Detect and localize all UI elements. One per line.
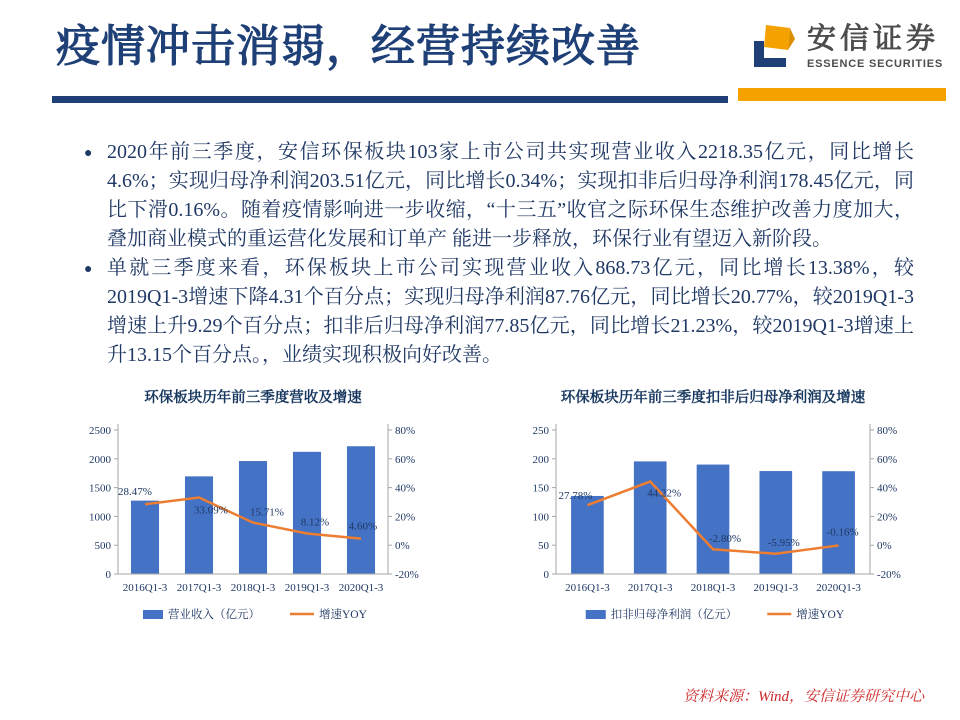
y-axis-tick-left: 150	[532, 482, 549, 495]
y-axis-tick-right: 20%	[877, 511, 898, 524]
point-label: -5.95%	[767, 536, 800, 549]
y-axis-tick-left: 500	[94, 540, 111, 553]
y-axis-tick-left: 100	[532, 511, 549, 524]
logo-name-en: ESSENCE SECURITIES	[806, 57, 943, 70]
y-axis-tick-left: 200	[532, 453, 549, 466]
point-label: 15.71%	[250, 506, 284, 519]
point-label: 8.12%	[300, 516, 330, 529]
y-axis-tick-right: 0%	[395, 540, 410, 553]
bar	[131, 501, 159, 574]
slide-body	[0, 138, 960, 643]
bar	[822, 471, 855, 574]
x-axis-label: 2020Q1-3	[816, 582, 861, 594]
legend-swatch-bar	[586, 610, 606, 619]
title-underline	[52, 96, 728, 103]
y-axis-tick-left: 2000	[89, 453, 111, 466]
revenue-chart	[72, 384, 452, 643]
point-label: 44.22%	[647, 487, 682, 500]
chart-section	[72, 384, 934, 643]
y-axis-tick-left: 0	[105, 569, 111, 581]
y-axis-tick-right: 60%	[395, 453, 416, 466]
legend-swatch-bar	[143, 610, 163, 619]
bar	[697, 465, 730, 574]
legend-label: 营业收入（亿元）	[168, 609, 260, 621]
y-axis-tick-left: 50	[538, 540, 549, 553]
x-axis-label: 2016Q1-3	[122, 582, 168, 594]
chart-canvas	[510, 384, 934, 638]
y-axis-tick-left: 1000	[89, 511, 111, 524]
logo-name-cn: 安信证券	[806, 22, 939, 55]
y-axis-tick-left: 250	[532, 425, 549, 437]
y-axis-tick-right: 0%	[877, 540, 892, 553]
essence-logo	[748, 22, 943, 72]
x-axis-label: 2018Q1-3	[690, 582, 736, 594]
legend-label: 增速YOY	[796, 609, 845, 621]
y-axis-tick-right: 20%	[395, 511, 416, 524]
legend-label: 扣非归母净利润（亿元）	[610, 609, 738, 621]
y-axis-tick-left: 1500	[89, 482, 111, 495]
point-label: -0.16%	[826, 526, 859, 539]
x-axis-label: 2017Q1-3	[176, 582, 222, 594]
y-axis-tick-right: 80%	[395, 425, 416, 437]
bar	[634, 461, 667, 574]
bar	[293, 452, 321, 574]
slide-header	[0, 0, 960, 104]
y-axis-tick-left: 2500	[89, 425, 111, 437]
bullet-item-1: ● 2020年前三季度，安信环保板块103家上市公司共实现营业收入2218.35亿元，同比增长4.6%；实现归母净利润203.51亿元，同比增长0.34%；实现扣非后归母净利润178.45亿元，同比下滑0.16%。随着疫情影响进一步收缩，“十三五”收官之际环保生态维护改善力度加大，叠加商业模式的重运营化发展和订单产 能进一步释放，环保行业有望迈入新阶段。	[84, 138, 914, 254]
point-label: 4.60%	[348, 520, 378, 533]
y-axis-tick-right: 40%	[395, 482, 416, 495]
y-axis-tick-right: -20%	[395, 569, 419, 581]
essence-logo-mark	[748, 22, 798, 72]
bar	[185, 476, 213, 574]
y-axis-tick-right: -20%	[877, 569, 901, 581]
y-axis-tick-right: 80%	[877, 425, 898, 437]
x-axis-label: 2020Q1-3	[338, 582, 384, 594]
y-axis-tick-left: 0	[543, 569, 549, 581]
x-axis-label: 2018Q1-3	[230, 582, 276, 594]
point-label: 28.47%	[118, 486, 152, 499]
y-axis-tick-right: 40%	[877, 482, 898, 495]
profit-chart	[510, 384, 934, 643]
chart-title: 环保板块历年前三季度扣非后归母净利润及增速	[560, 390, 866, 406]
x-axis-label: 2017Q1-3	[627, 582, 673, 594]
x-axis-label: 2016Q1-3	[565, 582, 610, 594]
point-label: -2.80%	[708, 533, 742, 546]
essence-logo-text	[806, 22, 943, 70]
source-note: 资料来源：Wind，安信证券研究中心	[683, 689, 924, 705]
bullet-list	[84, 138, 914, 370]
legend-label: 增速YOY	[319, 609, 367, 621]
point-label: 27.78%	[558, 490, 593, 503]
bar	[759, 471, 792, 574]
page-title: 疫情冲击消弱，经营持续改善	[56, 22, 641, 71]
y-axis-tick-right: 60%	[877, 453, 898, 466]
point-label: 33.09%	[194, 504, 228, 517]
x-axis-label: 2019Q1-3	[753, 582, 799, 594]
header-rules	[0, 88, 960, 104]
bar	[571, 496, 604, 574]
chart-canvas	[72, 384, 452, 638]
chart-title: 环保板块历年前三季度营收及增速	[144, 390, 362, 406]
x-axis-label: 2019Q1-3	[284, 582, 330, 594]
logo-underline	[738, 88, 946, 101]
bullet-item-2: ● 单就三季度来看，环保板块上市公司实现营业收入868.73亿元，同比增长13.38%，较2019Q1-3增速下降4.31个百分点；实现归母净利润87.76亿元，同比增长20.77%，较2019Q1-3增速上升9.29个百分点；扣非后归母净利润77.85亿元，同比增长21.23%，较2019Q1-3增速上升13.15个百分点。，业绩实现积极向好改善。	[84, 254, 914, 370]
bar	[347, 446, 378, 574]
